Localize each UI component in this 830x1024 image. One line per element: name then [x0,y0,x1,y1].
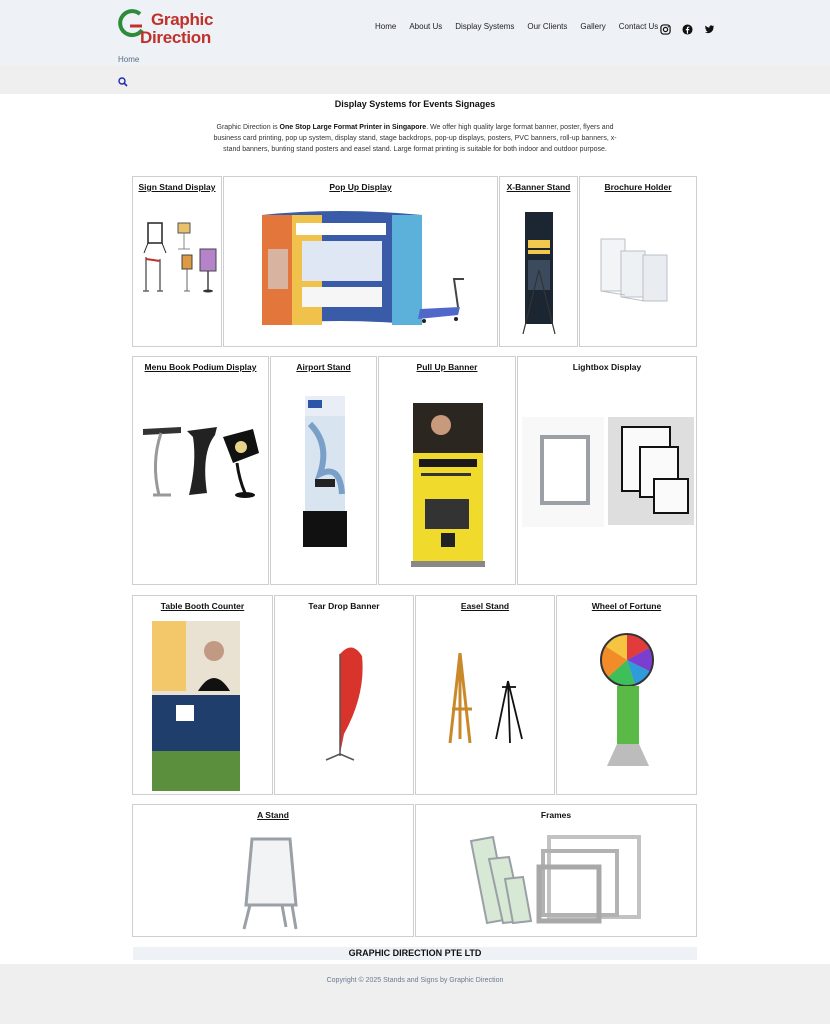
brochure-holder-image [599,235,679,305]
pull-up-banner-image [411,401,486,571]
main-nav [375,22,671,31]
site-footer [0,964,830,1024]
instagram-icon[interactable] [660,22,671,33]
product-title[interactable]: Menu Book Podium Display [144,362,257,372]
company-name: GRAPHIC DIRECTION PTE LTD [133,947,697,960]
product-title: Frames [540,810,572,820]
search-bar [0,65,830,94]
tear-drop-banner-image [318,644,368,764]
menu-book-podium-image [141,423,261,503]
pop-up-image [258,209,468,329]
product-title: Lightbox Display [572,362,642,372]
product-title: Tear Drop Banner [308,601,380,611]
nav-our-clients[interactable]: Our Clients [527,22,568,31]
product-tear-drop-banner[interactable] [274,595,414,795]
product-pull-up-banner[interactable] [378,356,516,585]
logo[interactable] [116,6,214,48]
nav-contact-us[interactable]: Contact Us [618,22,659,31]
product-title[interactable]: Pull Up Banner [416,362,478,372]
table-booth-counter-image [152,621,240,791]
footer-copyright: Copyright © 2025 Stands and Signs by Graphic Direction [326,977,504,984]
intro-text-post: . We offer high quality large format banner, poster, flyers and business card printing, pop up system, display stand, stage backdrops, pop-up displays, posters, PVC banners, roll-up banners, x-stand banners, bunting stand posters and easel stand. Large format printing is suitable for both indoor and outdoor purpose. [213,124,617,153]
wheel-of-fortune-image [597,620,657,770]
social-links [660,22,715,33]
nav-home[interactable]: Home [375,22,397,31]
product-title[interactable]: Wheel of Fortune [591,601,662,611]
easel-stand-image [446,651,526,746]
product-title[interactable]: Pop Up Display [329,182,392,192]
search-icon[interactable] [118,74,128,84]
product-table-booth-counter[interactable] [132,595,273,795]
product-title[interactable]: Sign Stand Display [138,182,216,192]
logo-text-line1: Graphic [151,10,214,29]
product-a-stand[interactable] [132,804,414,937]
x-banner-image [519,210,559,335]
site-header [0,0,830,65]
nav-gallery[interactable]: Gallery [580,22,606,31]
product-lightbox-display[interactable] [517,356,697,585]
product-pop-up[interactable] [223,176,498,347]
product-sign-stand[interactable] [132,176,222,347]
logo-text-line2: Direction [140,28,211,47]
a-stand-image [242,833,302,931]
nav-about-us[interactable]: About Us [409,22,443,31]
page-title: Display Systems for Events Signages [334,99,496,109]
lightbox-display-image [522,417,694,527]
product-x-banner[interactable] [499,176,578,347]
breadcrumb[interactable]: Home [118,55,140,64]
product-frames[interactable] [415,804,697,937]
twitter-icon[interactable] [704,22,715,33]
product-easel-stand[interactable] [415,595,555,795]
nav-display-systems[interactable]: Display Systems [455,22,515,31]
intro-text [205,122,625,155]
product-brochure-holder[interactable] [579,176,697,347]
intro-text-pre: Graphic Direction is [216,124,280,131]
frames-image [469,833,645,925]
product-title[interactable]: A Stand [257,810,289,820]
product-airport-stand[interactable] [270,356,377,585]
product-title[interactable]: X-Banner Stand [506,182,571,192]
airport-stand-image [300,394,350,549]
intro-text-bold: One Stop Large Format Printer in Singapore [279,124,427,131]
product-menu-book-podium[interactable] [132,356,269,585]
sign-stand-image [138,219,218,299]
facebook-icon[interactable] [682,22,693,33]
product-title[interactable]: Airport Stand [296,362,351,372]
product-title[interactable]: Table Booth Counter [160,601,245,611]
product-title[interactable]: Easel Stand [460,601,510,611]
product-wheel-of-fortune[interactable] [556,595,697,795]
product-title[interactable]: Brochure Holder [604,182,672,192]
